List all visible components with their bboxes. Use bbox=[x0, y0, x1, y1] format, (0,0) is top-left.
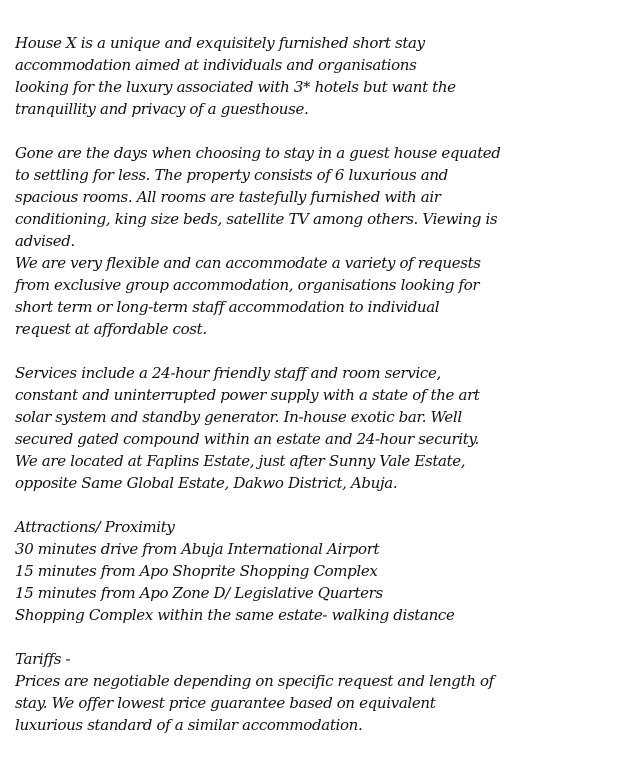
text-line: 15 minutes from Apo Shoprite Shopping Complex bbox=[15, 562, 378, 580]
paragraph-gap bbox=[15, 494, 635, 516]
text-line: luxurious standard of a similar accommodation. bbox=[15, 716, 363, 734]
paragraph-gap bbox=[15, 340, 635, 362]
text-line: Attractions/ Proximity bbox=[15, 518, 175, 536]
paragraph-gap bbox=[15, 120, 635, 142]
paragraph bbox=[15, 32, 635, 120]
paragraph bbox=[15, 648, 635, 736]
text-line: Services include a 24-hour friendly staff and room service, bbox=[15, 364, 441, 382]
paragraph bbox=[15, 362, 635, 494]
text-line: Tariffs - bbox=[15, 650, 71, 668]
text-line: constant and uninterrupted power supply with a state of the art bbox=[15, 386, 480, 404]
text-line: solar system and standby generator. In-house exotic bar. Well bbox=[15, 408, 462, 426]
text-line: from exclusive group accommodation, organisations looking for bbox=[15, 276, 480, 294]
text-line: advised. bbox=[15, 232, 75, 250]
text-line: House X is a unique and exquisitely furnished short stay bbox=[15, 34, 425, 52]
text-line: short term or long-term staff accommodation to individual bbox=[15, 298, 440, 316]
text-line: to settling for less. The property consists of 6 luxurious and bbox=[15, 166, 448, 184]
text-line: accommodation aimed at individuals and organisations bbox=[15, 56, 417, 74]
paragraph bbox=[15, 516, 635, 626]
text-line: looking for the luxury associated with 3* hotels but want the bbox=[15, 78, 456, 96]
text-line: Shopping Complex within the same estate- walking distance bbox=[15, 606, 455, 624]
paragraph bbox=[15, 142, 635, 340]
document-body bbox=[15, 32, 635, 736]
paragraph-gap bbox=[15, 626, 635, 648]
text-line: tranquillity and privacy of a guesthouse. bbox=[15, 100, 309, 118]
text-line: opposite Same Global Estate, Dakwo District, Abuja. bbox=[15, 474, 398, 492]
text-line: Gone are the days when choosing to stay in a guest house equated bbox=[15, 144, 501, 162]
text-line: 30 minutes drive from Abuja International Airport bbox=[15, 540, 380, 558]
text-line: stay. We offer lowest price guarantee based on equivalent bbox=[15, 694, 436, 712]
text-line: conditioning, king size beds, satellite TV among others. Viewing is bbox=[15, 210, 498, 228]
text-line: Prices are negotiable depending on specific request and length of bbox=[15, 672, 494, 690]
text-line: secured gated compound within an estate and 24-hour security. bbox=[15, 430, 479, 448]
text-line: request at affordable cost. bbox=[15, 320, 207, 338]
text-line: We are very flexible and can accommodate a variety of requests bbox=[15, 254, 481, 272]
text-line: spacious rooms. All rooms are tastefully furnished with air bbox=[15, 188, 441, 206]
text-line: We are located at Faplins Estate, just after Sunny Vale Estate, bbox=[15, 452, 466, 470]
text-line: 15 minutes from Apo Zone D/ Legislative Quarters bbox=[15, 584, 383, 602]
